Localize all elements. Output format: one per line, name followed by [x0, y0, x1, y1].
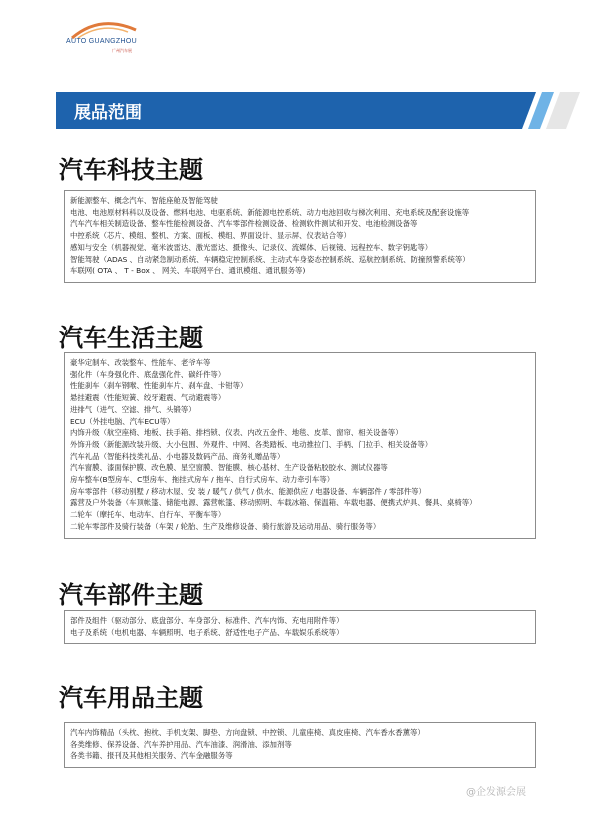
- list-item: 部件及组件（驱动部分、底盘部分、车身部分、标准件、汽车内饰、充电用附件等）: [70, 616, 344, 625]
- list-item: 智能驾驶（ADAS 、自动紧急制动系统、车辆稳定控制系统、主动式车身姿态控制系统、巡航控制系统、防撞预警系统等）: [70, 254, 470, 264]
- list-item: 性能刹车（刹车钢喉、性能刹车片、刹车盘、卡钳等）: [70, 381, 248, 391]
- watermark: @企发源会展: [466, 787, 526, 798]
- list-item: 中控系统（芯片、模组、整机、方案、面板、模组、界面设计、显示屏、仪表站合等）: [70, 231, 351, 241]
- list-item: 二轮车（摩托车、电动车、自行车、平衡车等）: [70, 510, 226, 520]
- list-item: 新能源整车、概念汽车、智能座舱及智能驾驶: [70, 196, 218, 205]
- exhibit-scope-banner: [56, 92, 580, 129]
- list-item: 外饰升级（新能源改装升级、大小包围、外观件、中网、各类踏板、电动推拉门、手柄、门拉手、相关设备等）: [70, 439, 433, 449]
- list-item: ECU（外挂电脑、汽车ECU等）: [70, 416, 175, 426]
- list-item: 电池、电池原材料科以及设备、燃料电池、电驱系统、新能源电控系统、动力电池回收与梯次利用、充电系统及配套设施等: [70, 207, 470, 217]
- section-title-accessories: 汽车用品主题: [59, 684, 203, 712]
- list-item: 豪华定制车、改装整车、性能车、老爷车等: [70, 358, 211, 367]
- list-item: 进排气（进气、空滤、排气、头锻等）: [70, 404, 196, 414]
- list-item: 电子及系统（电机电器、车辆照明、电子系统、舒适性电子产品、车载娱乐系统等）: [70, 627, 344, 637]
- list-item: 强化件（车身强化件、底盘强化件、碳纤件等）: [70, 369, 226, 379]
- section-title-tech: 汽车科技主题: [59, 156, 203, 184]
- list-item: 各类维修、保养设备、汽车养护用品、汽车油漆、润滑油、添加剂等: [70, 739, 292, 749]
- list-item: 汽车内饰精品（头枕、抱枕、手机支架、脚垫、方向盘锁、中控锁、儿童座椅、真皮座椅、汽车香水香薰等）: [70, 728, 425, 737]
- list-item: 房车整车(B型房车、C型房车、拖挂式房车 / 拖车、自行式房车、动力牵引车等）: [70, 475, 335, 485]
- list-item: 汽车窗膜、漆面保护膜、改色膜、星空窗膜、智能膜、核心基材、生产设备粘胶胶水、测试仪器等: [70, 463, 388, 473]
- section-title-parts: 汽车部件主题: [59, 581, 203, 609]
- section-list-lifestyle: [64, 352, 536, 539]
- section-title-lifestyle: 汽车生活主题: [59, 324, 203, 352]
- logo-arc-icon: [66, 20, 142, 40]
- auto-guangzhou-logo: [66, 20, 142, 60]
- section-list-accessories: [64, 722, 536, 768]
- logo-subtext: 广州汽车展: [112, 48, 132, 53]
- list-item: 露营及户外装备（车顶帐篷、储能电源、露营帐篷、移动照明、车载冰箱、保温箱、车载电器、便携式炉具、餐具、桌椅等）: [70, 498, 477, 508]
- list-item: 各类书籍、报刊及其他相关服务、汽车金融服务等: [70, 751, 233, 761]
- logo-text: AUTO GUANGZHOU: [66, 38, 137, 45]
- list-item: 感知与安全（机器视觉、毫米波雷达、激光雷达、摄像头、记录仪、流媒体、后视镜、远程控车、数字钥匙等）: [70, 242, 433, 252]
- list-item: 车联网( OTA 、 T - Box 、 网关、车联网平台、通讯模组、通讯服务等): [70, 266, 306, 276]
- banner-title: 展品范围: [74, 103, 142, 123]
- list-item: 汽车汽车相关制造设备、整车性能检测设备、汽车零部件检测设备、检测软件测试和开发、电池检测设备等: [70, 219, 418, 229]
- section-list-parts: [64, 610, 536, 644]
- list-item: 房车零部件（移动别墅 / 移动木屋、安 装 / 暖气 / 供气 / 供水、能源供应 / 电器设备、车辆部件 / 零部件等）: [70, 486, 426, 496]
- list-item: 二轮车零部件及骑行装备（车架 / 轮胎、生产及维修设备、骑行旅游及运动用品、骑行服务等）: [70, 521, 381, 531]
- list-item: 汽车礼品（智能科技类礼品、小电器及数码产品、商务礼赠品等）: [70, 451, 285, 461]
- list-item: 悬挂避震（性能短簧、绞牙避震、气动避震等）: [70, 393, 226, 403]
- section-list-tech: [64, 190, 536, 283]
- list-item: 内饰升级（航空座椅、地板、扶手箱、排档锁、仪表、内改五金件、地毯、皮革、窗帘、相关设备等）: [70, 428, 403, 438]
- banner-stripe-decoration: [486, 92, 580, 129]
